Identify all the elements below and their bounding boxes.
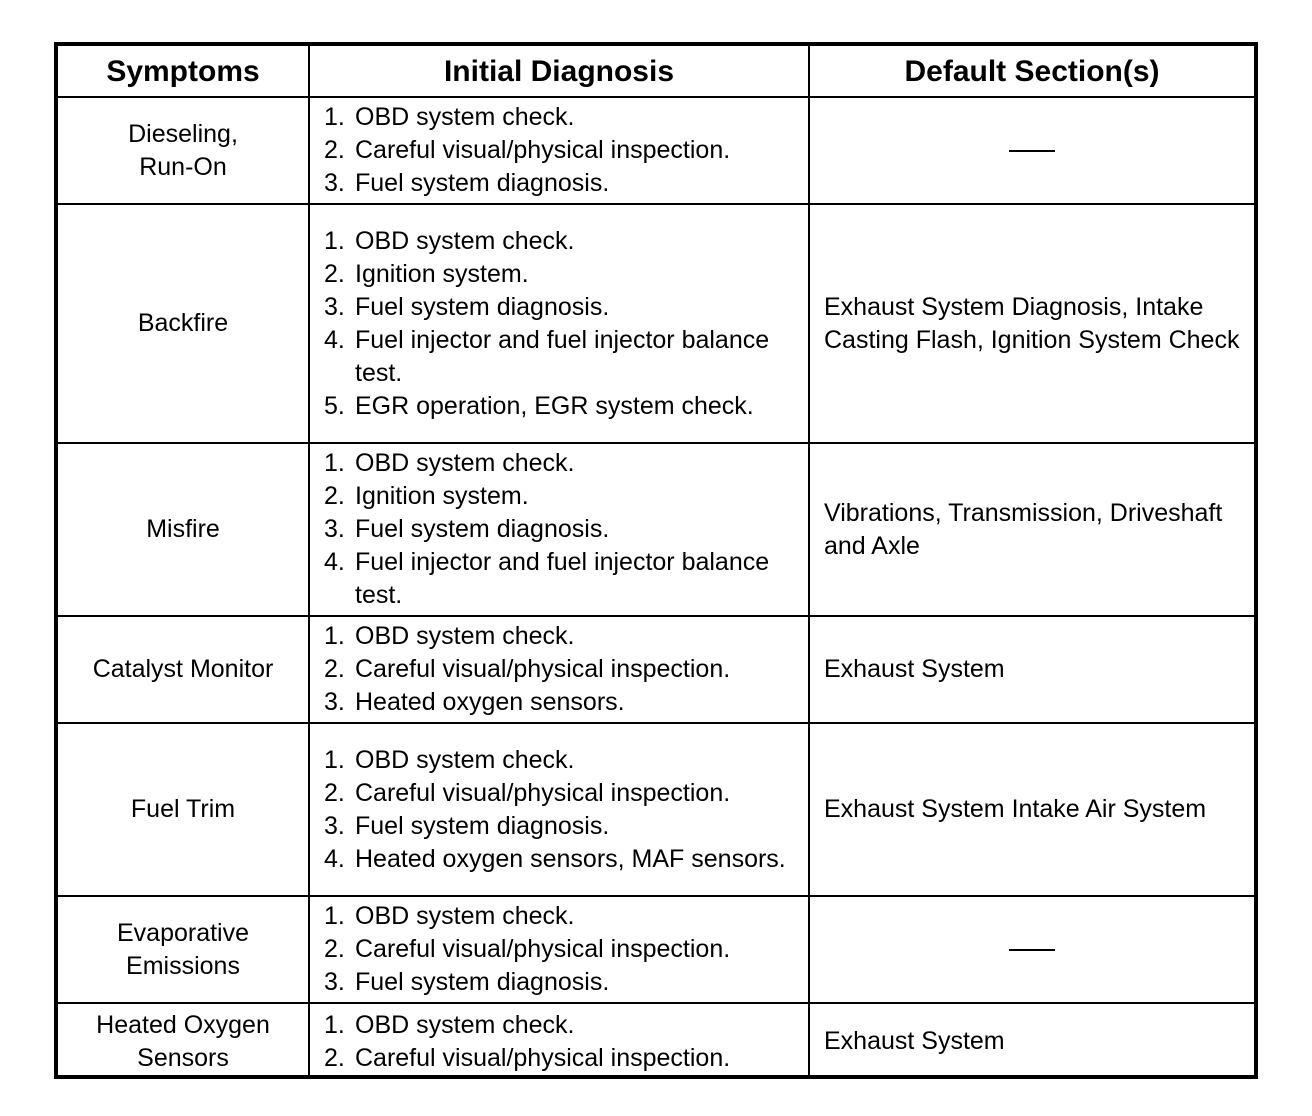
step-text: Careful visual/physical inspection. <box>355 136 731 164</box>
section-text: Exhaust System <box>824 655 1005 683</box>
diagnosis-cell <box>309 1003 809 1079</box>
diagnosis-steps <box>324 101 798 200</box>
step-text: Fuel system diagnosis. <box>355 515 610 543</box>
default-section-cell <box>809 1003 1254 1079</box>
diagnosis-step <box>324 933 798 966</box>
step-text: OBD system check. <box>355 1010 575 1039</box>
diagnosis-steps <box>324 1009 798 1075</box>
diagnosis-cell <box>309 723 809 896</box>
diagnosis-cell <box>309 896 809 1003</box>
diagnosis-step <box>324 744 798 777</box>
step-number: 3. <box>324 292 345 321</box>
diagnosis-step <box>324 810 798 843</box>
diagnosis-cell <box>309 97 809 204</box>
symptom-text: Run-On <box>139 152 227 181</box>
diagnosis-step <box>324 546 798 612</box>
step-number: 3. <box>324 515 345 543</box>
step-text: OBD system check. <box>355 622 575 650</box>
diagnosis-step <box>324 390 798 423</box>
diagnosis-step <box>324 134 798 167</box>
section-text: Exhaust System <box>824 1027 1005 1055</box>
header-default-sections: Default Section(s) <box>809 46 1254 97</box>
symptom-text: Emissions <box>126 951 240 980</box>
symptom-text: Sensors <box>137 1043 229 1072</box>
symptom-cell <box>58 616 309 723</box>
step-number: 4. <box>324 325 345 354</box>
symptom-text: Fuel Trim <box>130 795 236 823</box>
table-row <box>58 1003 1254 1079</box>
step-number: 1. <box>324 103 345 131</box>
symptom-table <box>58 46 1254 1079</box>
symptom-text: Heated Oxygen <box>96 1010 270 1039</box>
section-text: Vibrations, Transmission, Driveshaft and Axle <box>824 498 1223 560</box>
diagnosis-step <box>324 686 798 719</box>
symptom-text: Catalyst Monitor <box>92 655 274 683</box>
step-number: 3. <box>324 811 345 840</box>
step-text: Ignition system. <box>355 259 529 288</box>
diagnosis-cell <box>309 443 809 616</box>
diagnosis-step <box>324 258 798 291</box>
table-row <box>58 204 1254 443</box>
symptom-cell <box>58 443 309 616</box>
diagnosis-step <box>324 513 798 546</box>
diagnosis-step <box>324 447 798 480</box>
step-number: 3. <box>324 968 345 996</box>
symptom-text: Evaporative <box>116 918 250 947</box>
section-text: Exhaust System Intake Air System <box>824 795 1207 823</box>
header-symptoms: Symptoms <box>58 46 309 97</box>
step-number: 4. <box>324 548 345 576</box>
diagnosis-steps <box>324 620 798 719</box>
step-text: EGR operation, EGR system check. <box>355 391 754 420</box>
symptom-cell <box>58 204 309 443</box>
step-number: 5. <box>324 391 345 420</box>
step-text: Fuel system diagnosis. <box>355 169 610 197</box>
dash-mark <box>1009 949 1055 951</box>
symptom-cell <box>58 896 309 1003</box>
symptom-cell <box>58 97 309 204</box>
step-text: OBD system check. <box>355 449 575 477</box>
diagnosis-step <box>324 1009 798 1042</box>
diagnosis-steps <box>324 447 798 612</box>
step-text: Fuel system diagnosis. <box>355 292 610 321</box>
section-text: Exhaust System Diagnosis, Intake Casting Flash, Ignition System Check <box>824 292 1240 354</box>
default-section-cell <box>809 896 1254 1003</box>
header-initial-diagnosis: Initial Diagnosis <box>309 46 809 97</box>
diagnosis-step <box>324 777 798 810</box>
step-text: Careful visual/physical inspection. <box>355 655 731 683</box>
step-number: 1. <box>324 745 345 774</box>
table-row <box>58 443 1254 616</box>
default-section-cell <box>809 443 1254 616</box>
diagnosis-cell <box>309 616 809 723</box>
default-section-cell <box>809 616 1254 723</box>
diagnosis-step <box>324 324 798 390</box>
step-number: 2. <box>324 935 345 963</box>
diagnosis-step <box>324 900 798 933</box>
step-text: OBD system check. <box>355 226 575 255</box>
step-text: Fuel system diagnosis. <box>355 811 610 840</box>
diagnosis-step <box>324 480 798 513</box>
step-number: 2. <box>324 655 345 683</box>
step-number: 1. <box>324 902 345 930</box>
symptom-text: Dieseling, <box>128 119 238 148</box>
symptom-cell <box>58 1003 309 1079</box>
diagnosis-cell <box>309 204 809 443</box>
header-row <box>58 46 1254 97</box>
step-text: Careful visual/physical inspection. <box>355 778 731 807</box>
diagnosis-steps <box>324 744 798 876</box>
step-text: Careful visual/physical inspection. <box>355 1043 731 1072</box>
diagnosis-step <box>324 167 798 200</box>
step-text: Fuel injector and fuel injector balance test. <box>355 325 770 387</box>
step-number: 2. <box>324 259 345 288</box>
diagnosis-step <box>324 620 798 653</box>
diagnosis-steps <box>324 225 798 423</box>
table-row <box>58 616 1254 723</box>
diagnosis-step <box>324 1042 798 1075</box>
step-number: 4. <box>324 844 345 873</box>
diagnosis-steps <box>324 900 798 999</box>
step-number: 2. <box>324 1043 345 1072</box>
diagnosis-step <box>324 653 798 686</box>
table-row <box>58 97 1254 204</box>
default-section-cell <box>809 97 1254 204</box>
diagnosis-table <box>54 42 1258 1079</box>
symptom-cell <box>58 723 309 896</box>
step-text: Ignition system. <box>355 482 529 510</box>
step-number: 3. <box>324 688 345 716</box>
default-section-cell <box>809 723 1254 896</box>
step-text: OBD system check. <box>355 745 575 774</box>
symptom-text: Misfire <box>146 515 220 543</box>
diagnosis-step <box>324 291 798 324</box>
step-text: OBD system check. <box>355 902 575 930</box>
diagnosis-step <box>324 966 798 999</box>
table-row <box>58 896 1254 1003</box>
step-text: Fuel system diagnosis. <box>355 968 610 996</box>
step-text: Fuel injector and fuel injector balance test. <box>355 548 770 609</box>
step-number: 1. <box>324 449 345 477</box>
step-text: Heated oxygen sensors. <box>355 688 625 716</box>
step-number: 2. <box>324 778 345 807</box>
step-number: 1. <box>324 622 345 650</box>
default-section-cell <box>809 204 1254 443</box>
step-number: 1. <box>324 226 345 255</box>
diagnosis-step <box>324 843 798 876</box>
step-text: Heated oxygen sensors, MAF sensors. <box>355 844 786 873</box>
diagnosis-step <box>324 225 798 258</box>
step-text: OBD system check. <box>355 103 575 131</box>
step-number: 2. <box>324 136 345 164</box>
dash-mark <box>1009 150 1055 152</box>
step-number: 1. <box>324 1010 345 1039</box>
table-row <box>58 723 1254 896</box>
step-number: 3. <box>324 169 345 197</box>
step-number: 2. <box>324 482 345 510</box>
symptom-text: Backfire <box>137 309 229 337</box>
step-text: Careful visual/physical inspection. <box>355 935 731 963</box>
diagnosis-step <box>324 101 798 134</box>
